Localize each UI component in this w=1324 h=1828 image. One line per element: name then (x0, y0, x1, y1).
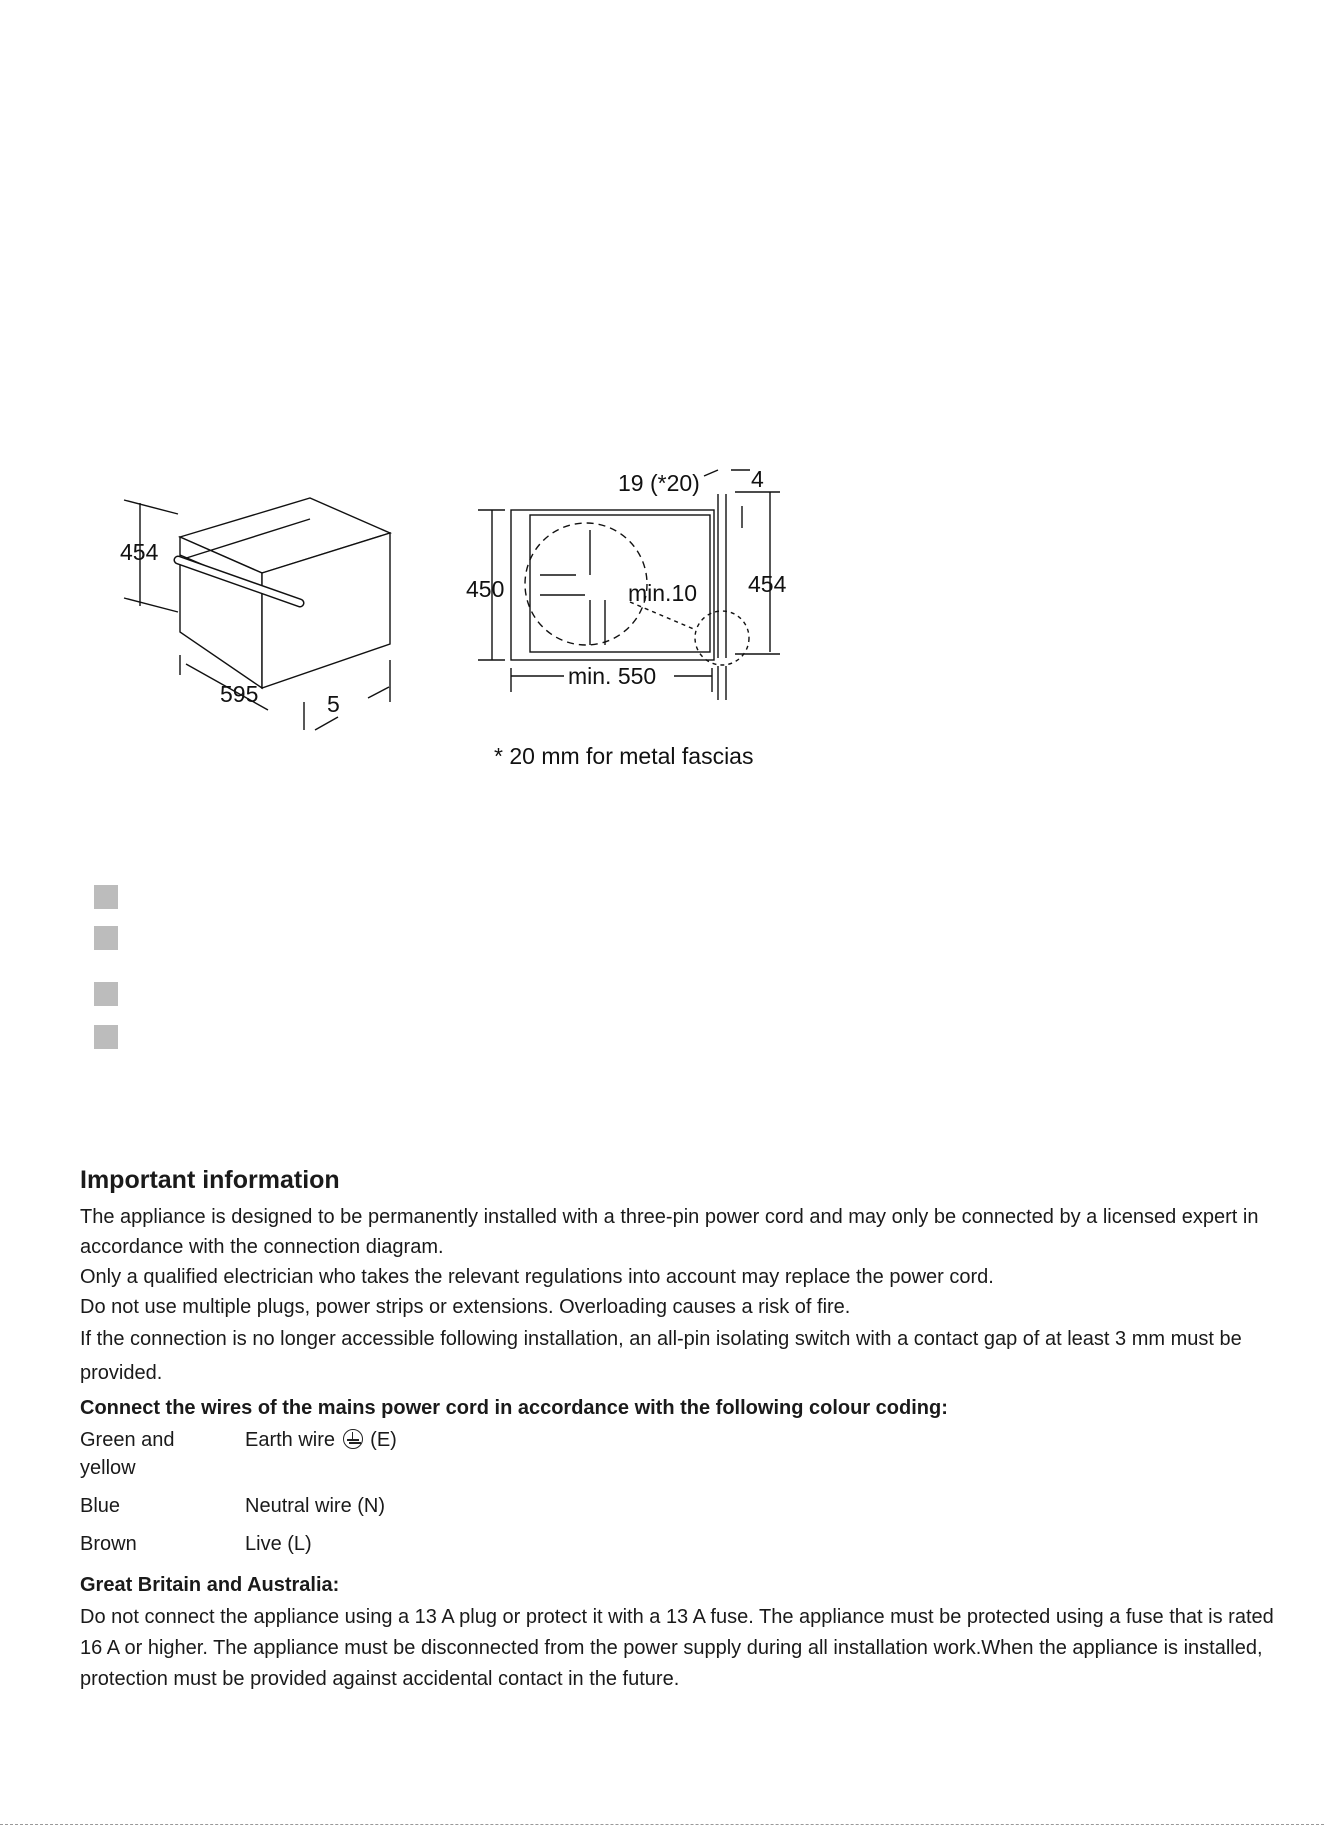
paragraph-overload: Do not use multiple plugs, power strips or extensions. Overloading causes a risk of fire. (80, 1296, 851, 1318)
wire-description: Live (L) (245, 1533, 312, 1555)
paragraph-gb-australia: Do not connect the appliance using a 13 A plug or protect it with a 13 A fuse. The appliance must be protected using a fuse that is rated 16 A or higher. The appliance must be disconnected from the power supply during all installation work.When the appliance is installed, protection must be provided against accidental contact in the future. (80, 1606, 1274, 1690)
list-bullet (94, 982, 118, 1006)
paragraph-installation: The appliance is designed to be permanently installed with a three-pin power cord and may only be connected by a licensed expert in accordance with the connection diagram. (80, 1206, 1259, 1258)
list-bullet (94, 885, 118, 909)
installation-diagram (0, 0, 1324, 800)
wire-colour: Brown (80, 1533, 137, 1555)
section-title: Important information (80, 1166, 340, 1194)
list-bullet (94, 1025, 118, 1049)
wire-row (80, 1492, 1280, 1520)
wire-row (80, 1426, 1280, 1482)
list-bullet (94, 926, 118, 950)
dim-right-height: 454 (748, 571, 787, 597)
dim-top-gap: 19 (*20) (618, 470, 700, 496)
paragraph-isolating-switch: If the connection is no longer accessible following installation, an all-pin isolating switch with a contact gap of at least 3 mm must be provided. (80, 1328, 1242, 1384)
paragraph-power-cord: Only a qualified electrician who takes the relevant regulations into account may replace the power cord. (80, 1266, 994, 1288)
wire-colour: Blue (80, 1495, 121, 1517)
wire-colour: Green and yellow (80, 1429, 175, 1479)
wire-description-code: (E) (370, 1429, 397, 1451)
dim-cavity-height: 450 (466, 576, 505, 602)
wire-description (245, 1426, 397, 1482)
diagram-footnote: * 20 mm for metal fascias (494, 743, 754, 769)
dim-min-depth: min. 550 (568, 663, 657, 689)
gb-australia-heading: Great Britain and Australia: (80, 1574, 340, 1596)
wire-row (80, 1530, 1280, 1558)
wire-colour-table (80, 1426, 1280, 1558)
dim-min-gap: min.10 (628, 580, 698, 606)
dim-left-depth: 5 (327, 691, 340, 717)
dim-top-right: 4 (751, 466, 764, 492)
colour-coding-heading: Connect the wires of the mains power cord in accordance with the following colour coding: (80, 1397, 948, 1419)
important-information-section (80, 1160, 1280, 1695)
dim-left-width: 595 (220, 681, 259, 707)
wire-description-text: Earth wire (245, 1429, 336, 1451)
earth-symbol-icon (343, 1429, 363, 1449)
page-bottom-rule (0, 1824, 1324, 1825)
wire-description: Neutral wire (N) (245, 1495, 386, 1517)
dim-left-height: 454 (120, 539, 159, 565)
